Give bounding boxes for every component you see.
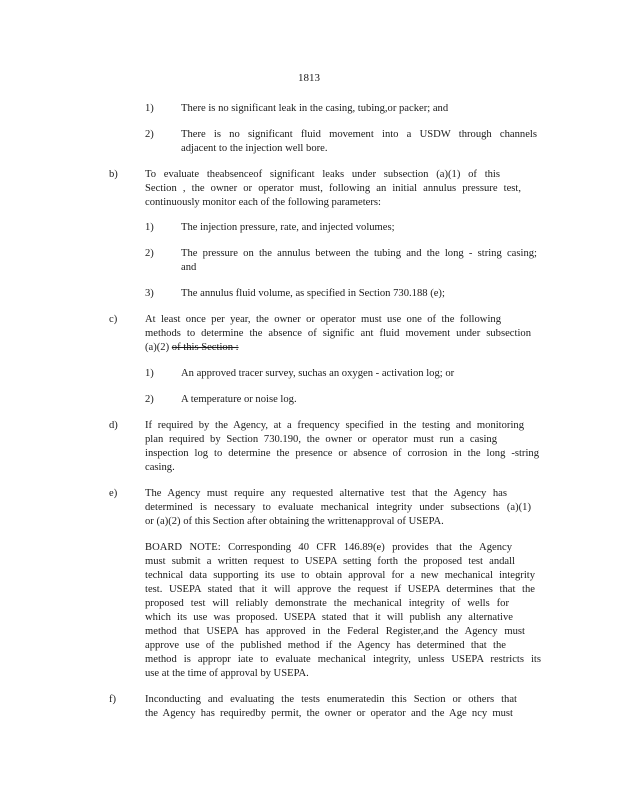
list-item-label: 2) [145,248,154,259]
note-text-line: test. USEPA stated that it will approve the request if USEPA determines that the [145,584,535,595]
list-item-label: 1) [145,222,154,233]
section-text-line: At least once per year, the owner or operator must use one of the following [145,314,501,325]
list-item-text-line: There is no significant fluid movement into a USDW through channels [181,129,537,140]
section-text-line: methods to determine the absence of signific ant fluid movement under subsection [145,328,531,339]
list-item-label: 1) [145,103,154,114]
list-item-text: A temperature or noise log. [181,394,297,405]
note-text-line: method is appropr iate to evaluate mechanical integrity, unless USEPA restricts its [145,654,541,665]
note-text-line: method that USEPA has approved in the Federal Register,and the Agency must [145,626,525,637]
section-text-line: inspection log to determine the presence or absence of corrosion in the long -string [145,448,539,459]
section-text-line: the Agency has requiredby permit, the owner or operator and the Age ncy must [145,708,513,719]
note-text-line: use at the time of approval by USEPA. [145,668,309,679]
section-text-line: Section , the owner or operator must, following an initial annulus pressure test, [145,183,521,194]
section-label: f) [109,694,117,705]
note-text-line: approve use of the published method if the Agency has determined that the [145,640,506,651]
list-item-label: 1) [145,368,154,379]
section-text-line: continuously monitor each of the following parameters: [145,197,381,208]
section-text-line: Inconducting and evaluating the tests enumeratedin this Section or others that [145,694,517,705]
section-label: d) [109,420,118,431]
note-text-line: BOARD NOTE: Corresponding 40 CFR 146.89(e) provides that the Agency [145,542,512,553]
section-text-line: or (a)(2) of this Section after obtaining the writtenapproval of USEPA. [145,516,444,527]
list-item-text: The annulus fluid volume, as specified in Section 730.188 (e); [181,288,445,299]
section-text-line: To evaluate theabsenceof significant leaks under subsection (a)(1) of this [145,169,500,180]
section-label: b) [109,169,118,180]
section-text-line: If required by the Agency, at a frequency specified in the testing and monitoring [145,420,524,431]
note-text-line: must submit a written request to USEPA setting forth the proposed test andall [145,556,515,567]
section-text-line: casing. [145,462,175,473]
list-item-text-line: adjacent to the injection well bore. [181,143,328,154]
subsection-reference: (a)(2) [145,342,170,353]
note-text-line: which its use was proposed. USEPA stated that it will publish any alternative [145,612,513,623]
list-item-text: The injection pressure, rate, and injected volumes; [181,222,395,233]
list-item-text-line: and [181,262,197,273]
section-label: c) [109,314,118,325]
list-item-label: 2) [145,129,154,140]
section-label: e) [109,488,118,499]
note-text-line: technical data supporting its use to obtain approval for a new mechanical integrity [145,570,535,581]
section-text-line [145,341,239,354]
page-number: 1813 [298,72,320,84]
note-text-line: proposed test will reliably demonstrate the mechanical integrity of wells for [145,598,509,609]
list-item-label: 3) [145,288,154,299]
struck-text: of this Section : [171,342,239,353]
section-text-line: plan required by Section 730.190, the owner or operator must run a casing [145,434,497,445]
section-text-line: determined is necessary to evaluate mechanical integrity under subsections (a)(1) [145,502,531,513]
section-text-line: The Agency must require any requested alternative test that the Agency has [145,488,507,499]
list-item-text: An approved tracer survey, suchas an oxygen - activation log; or [181,368,455,379]
list-item-label: 2) [145,394,154,405]
list-item-text: There is no significant leak in the casing, tubing,or packer; and [181,103,449,114]
list-item-text-line: The pressure on the annulus between the tubing and the long - string casing; [181,248,537,259]
